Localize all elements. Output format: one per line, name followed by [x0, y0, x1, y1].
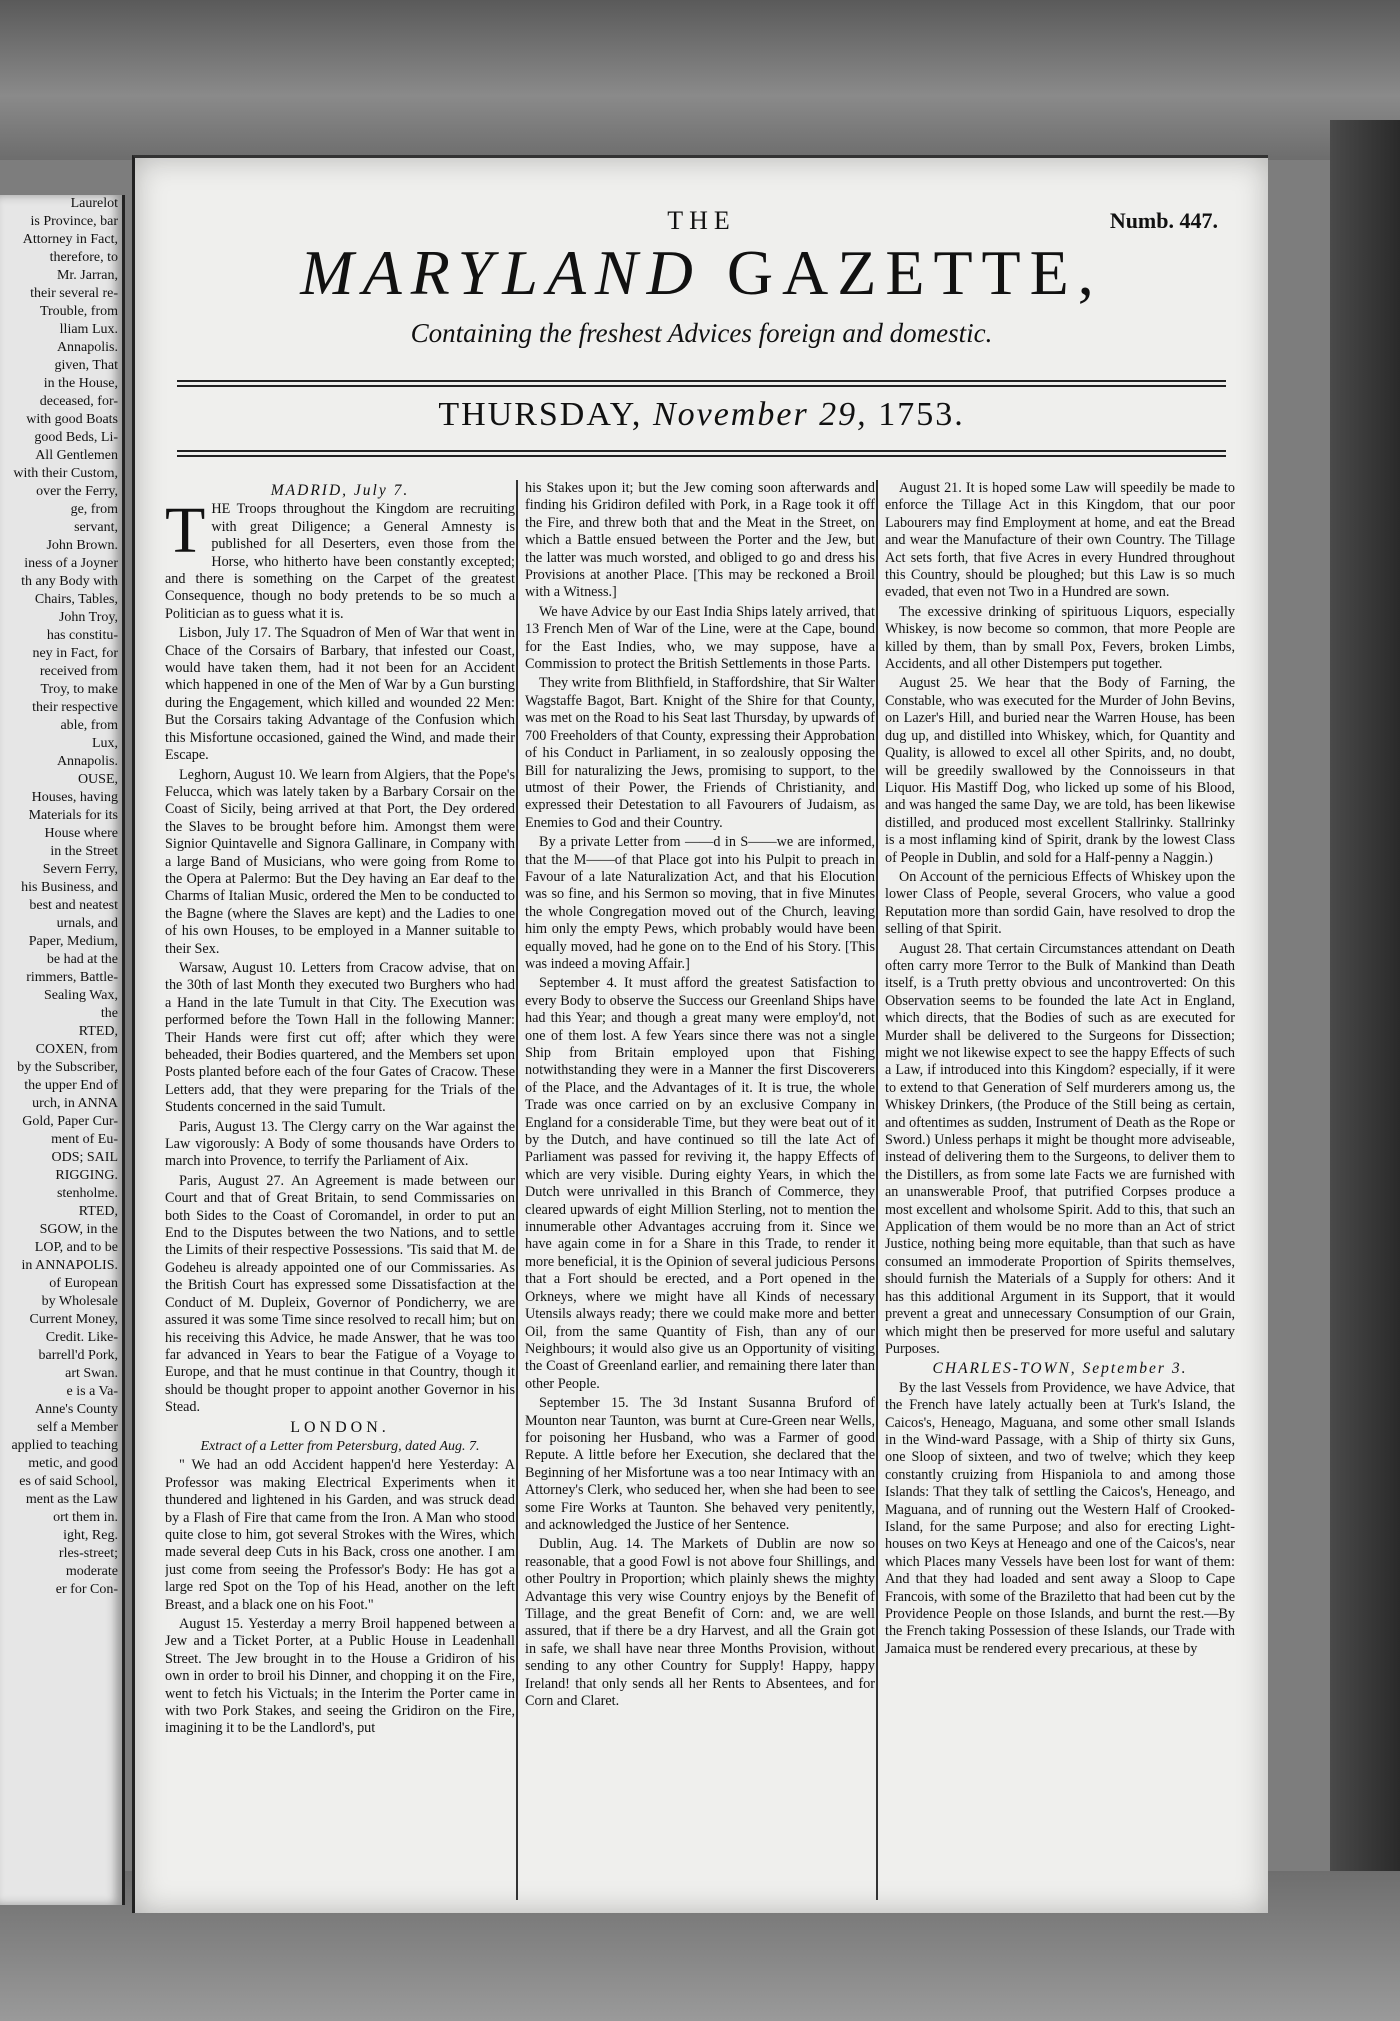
previous-page-line: LOP, and to be — [34, 1240, 118, 1255]
previous-page-line: in ANNAPOLIS. — [21, 1258, 118, 1273]
previous-page-line: moderate — [65, 1564, 118, 1579]
article-spirituous: The excessive drinking of spirituous Liquors, especially Whiskey, is now become so common, that more People are killed by them, than by small Pox, Fevers, broken Limbs, Accidents, and all other Distempers put together. — [885, 603, 1235, 673]
article-providence: By the last Vessels from Providence, we have Advice, that the French have lately actually been at Turk's Island, the Caicos's, Heneago, Maguana, and some other small Islands in the Wind-ward Passage, with a Ship of thirty six Guns, one Sloop of sixteen, and two of twelve; which they keep constantly cruizing from Hispaniola to and among those Islands: That they talk of settling the Caicos's, Heneago, and Maguana, and of running out the Western Half of Crooked-Island, for the same Purpose; and also for erecting Light-houses on two Keys at Heneago and one of the Caicos's, near which Places many Vessels have been lost for want of them: And that they had loaded and sent away a Sloop to Cape Francois, with some of the Braziletto that had been cut by the Providence People on those Islands, and burnt the rest.—By the French taking Possession of these Islands, our Trade with Jamaica must be rendered every precarious, at these by — [885, 1379, 1235, 1657]
previous-page-line: deceased, for- — [39, 394, 118, 409]
previous-page-line: Lux, — [91, 736, 118, 751]
previous-page-line: ight, Reg. — [63, 1528, 118, 1543]
article-broil-cont: his Stakes upon it; but the Jew coming soon afterwards and finding his Gridiron defiled with Pork, in a Rage took it off the Fire, and threw both that and the Meat in the Street, on which a Battle ensued between the Porter and the Jew, but the latter was much worsted, and obliged to go and dress his Provisions at another Place. [This may be reckoned a Broil with a Witness.] — [525, 480, 875, 601]
previous-page-line: RIGGING. — [55, 1168, 118, 1183]
rule-date-bottom — [177, 450, 1226, 452]
previous-page-line: ment of Eu- — [51, 1132, 118, 1147]
article-paris-27: Paris, August 27. An Agreement is made between our Court and that of Great Britain, to send Commissaries on both Sides to the Coast of Coromandel, in order to put an End to the Disputes between the two Nations, and to settle the Limits of their respective Possessions. 'Tis said that M. de Godeheu is already appointed one of our Commissaries. As the British Court has expressed some Dissatisfaction at the Conduct of M. Dupleix, Governor of Pondicherry, we are assured it was some Time since resolved to recall him; but on his receiving this Advice, he made Answer, that he was too far advanced in Years to bear the Fatigue of a Voyage to Europe, and that he must continue in that Country, though it should be thought proper to appoint another Governor in his Stead. — [165, 1172, 515, 1416]
article-death: August 28. That certain Circumstances attendant on Death often carry more Terror to the Bulk of Mankind than Death itself, is a Truth pretty obvious and uncontroverted: On this Observation seems to be founded the late Act in England, which directs, that the Bodies of such as are executed for Murder shall be delivered to the Surgeons for Dissection; might we not likewise expect to see the happy Effects of such a Law, if introduced into this Kingdom? especially, if it were to extend to that Generation of Self murderers among us, the Whiskey Drinkers, (the Produce of the Still being as certain, and oftentimes as sudden, Instrument of Death as the Rope or Sword.) Unless perhaps it might be thought more adviseable, instead of delivering them to the Surgeons, to deliver them to the Distillers, as from some late Facts we are furnished with an unanswerable Proof, that putrified Corpses produce a most excellent and wholsome Spirit. Add to this, that such an Application of them would be no more than an Act of strict Justice, nothing being more equitable, than that such as have consumed an immoderate Proportion of Spirits themselves, should furnish the Materials of a Supply for others: And it has this additional Argument in its Support, that it would prevent a great and unnecessary Consumption of our Grain, which might then be preserved for more useful and salutary Purposes. — [885, 940, 1235, 1357]
previous-page-line: Troy, to make — [40, 682, 118, 697]
previous-page-line: OUSE, — [77, 772, 118, 787]
date-year: 1753. — [878, 396, 965, 433]
previous-page-line: self a Member — [37, 1420, 118, 1435]
previous-page-line: in the House, — [43, 376, 118, 391]
column-2 — [525, 480, 875, 1900]
scan-background-right — [1330, 120, 1400, 2021]
previous-page-line: RTED, — [78, 1024, 118, 1039]
article-farning: August 25. We hear that the Body of Farning, the Constable, who was executed for the Murder of John Bevins, on Lazer's Hill, and buried near the Warren House, has been dug up, and distilled into Whiskey, which, for Quantity and Quality, is allowed to excel all other Spirits, and, no doubt, will be greedily swallowed by the Connoisseurs in that Liquor. His Mastiff Dog, who licked up some of his Blood, and was hanged the same Day, we are told, has been likewise distilled, and produced most excellent Stallrinky. Stallrinky is a most inflaming kind of Spirit, drank by the lowest Class of People in Dublin, and sold for a Half-penny a Naggin.) — [885, 675, 1235, 866]
column-divider-2 — [876, 480, 878, 1900]
headline-madrid: MADRID, July 7. — [270, 482, 410, 499]
previous-page-line: Severn Ferry, — [42, 862, 118, 877]
previous-page-line: RTED, — [78, 1204, 118, 1219]
article-tillage: August 21. It is hoped some Law will speedily be made to enforce the Tillage Act in this Kingdom, that our poor Labourers may find Employment at home, and eat the Bread and wear the Manufacture of their own Country. The Tillage Act sets forth, that five Acres in every Hundred throughout this Country, should be ploughed; but this Law is so much evaded, that even not Two in a Hundred are sown. — [885, 480, 1235, 601]
previous-page-line: All Gentlemen — [35, 448, 118, 463]
article-petersburg: " We had an odd Accident happen'd here Yesterday: A Professor was making Electrical Experiments when it thundered and lightened in his Garden, and was struck dead by a Flash of Fire that came from the Iron. A Man who stood quite close to him, got several Strokes with the Wires, which made several deep Cuts in his Back, cross one another. I am just come from seeing the Professor's Body: He has got a large red Spot on the Top of his Head, another on the left Breast, and a black one on his Foot." — [165, 1457, 515, 1613]
previous-page-line: ment as the Law — [25, 1492, 118, 1507]
previous-page-line: best and neatest — [29, 898, 118, 913]
previous-page-line: John Troy, — [58, 610, 118, 625]
previous-page-line: good Beds, Li- — [34, 430, 118, 445]
column-1 — [165, 480, 515, 1900]
previous-page-line: the — [100, 1006, 118, 1021]
previous-page-line: has constitu- — [46, 628, 118, 643]
previous-page-line: Annapolis. — [56, 340, 118, 355]
previous-page-line: be had at the — [46, 952, 118, 967]
previous-page-line: by the Subscriber, — [17, 1060, 118, 1075]
previous-page-line: Annapolis. — [56, 754, 118, 769]
previous-page-line: e is a Va- — [66, 1384, 118, 1399]
previous-page-line: his Business, and — [21, 880, 118, 895]
column-divider-1 — [516, 480, 518, 1900]
previous-page-line: Houses, having — [31, 790, 118, 805]
previous-page-line: metic, and good — [28, 1456, 118, 1471]
previous-page-line: art Swan. — [65, 1366, 118, 1381]
previous-page-line: with good Boats — [26, 412, 118, 427]
column-3 — [885, 480, 1235, 1900]
previous-page-line: applied to teaching — [11, 1438, 118, 1453]
previous-page-line: COXEN, from — [35, 1042, 118, 1057]
title-maryland: MARYLAND — [300, 237, 702, 308]
article-columns — [155, 480, 1245, 1900]
headline-charles-town: CHARLES-TOWN, September 3. — [932, 1360, 1188, 1378]
newspaper-page — [132, 155, 1268, 1913]
previous-page-line: by Wholesale — [41, 1294, 118, 1309]
article-grocers: On Account of the pernicious Effects of Whiskey upon the lower Class of People, several Grocers, who value a good Reputation more than sordid Gain, have resolved to drop the selling of that Spirit. — [885, 868, 1235, 938]
previous-page-line: SGOW, in the — [39, 1222, 118, 1237]
previous-page-line: of European — [49, 1276, 118, 1291]
article-leghorn: Leghorn, August 10. We learn from Algiers, that the Pope's Felucca, which was lately taken by a Barbary Corsair on the Coast of Sicily, being arrived at that Port, the Dey ordered the Slaves to be brought before him. Amongst them were Signior Quintavelle and Signora Gallinare, in Company with a large Band of Musicians, who were going from Rome to the Opera at Palermo: But the Dey having an Ear deaf to the Charms of Italian Music, ordered the Men to be conducted to the Bagne (where the Slaves are kept) and the Ladies to one of his own Houses, to be employed in a Manner suitable to their Sex. — [165, 766, 515, 957]
article-dublin: Dublin, Aug. 14. The Markets of Dublin are now so reasonable, that a good Fowl is not above four Shillings, and other Poultry in Proportion; which plainly shews the mighty Advantage this very wise Country enjoys by the Benefit of Tillage, and the great Benefit of Corn: and, we are well assured, that if there be a dry Harvest, and all the Grain got in safe, we shall have near three Months Provision, without sending to any other Country for Supply! Happy, happy Ireland! that only sends all her Rents to Absentees, and for Corn and Claret. — [525, 1536, 875, 1710]
date-month-day: November 29, — [652, 396, 868, 433]
previous-page-line: Paper, Medium, — [28, 934, 118, 949]
previous-page-line: urch, in ANNA — [32, 1096, 118, 1111]
article-blithfield: They write from Blithfield, in Staffordshire, that Sir Walter Wagstaffe Bagot, Bart. Knight of the Shire for that County, was met on the Road to his Seat last Thursday, by upwards of 700 Freeholders of that County, expressing their Approbation of his Conduct in Parliament, in so zealously opposing the Bill for naturalizing the Jews, promising to support, to the utmost of their Power, the Friends of Christianity, and expressed their Detestation to all Favourers of Judaism, as Enemies to God and their Country. — [525, 675, 875, 831]
previous-page-line: Anne's County — [34, 1402, 118, 1417]
previous-page-line: ge, from — [70, 502, 118, 517]
article-broil: August 15. Yesterday a merry Broil happened between a Jew and a Ticket Porter, at a Public House in Leadenhall Street. The Jew brought in to the House a Gridiron of his own in order to broil his Dinner, and chopping it on the Fire, went to fetch his Victuals; in the Interim the Porter came in with two Pork Stakes, and seeing the Gridiron on the Fire, imagining it to be the Landlord's, put — [165, 1616, 515, 1737]
previous-page-line: received from — [39, 664, 118, 679]
previous-page-line: Sealing Wax, — [43, 988, 118, 1003]
previous-page-line: Trouble, from — [39, 304, 118, 319]
previous-page-line: their respective — [32, 700, 118, 715]
previous-page-line: servant, — [74, 520, 118, 535]
previous-page-line: ODS; SAIL — [51, 1150, 118, 1165]
previous-page-line: is Province, bar — [30, 214, 118, 229]
article-madrid — [165, 494, 515, 623]
previous-page-line: their several re- — [30, 286, 118, 301]
rule-top-2 — [177, 385, 1226, 387]
previous-page-line: Current Money, — [29, 1312, 118, 1327]
previous-page-line: able, from — [60, 718, 118, 733]
previous-page-line: Attorney in Fact, — [22, 232, 118, 247]
previous-page-line: er for Con- — [55, 1582, 118, 1597]
previous-page-line: Laurelot — [70, 196, 118, 211]
date-day: THURSDAY, — [438, 396, 643, 433]
issue-date — [135, 396, 1268, 434]
previous-page-line: given, That — [54, 358, 118, 373]
previous-page-line: iness of a Joyner — [24, 556, 118, 571]
previous-page-line: ney in Fact, for — [32, 646, 118, 661]
headline-london: LONDON. — [290, 1418, 390, 1436]
previous-page-line: ort them in. — [53, 1510, 118, 1525]
previous-page-fragment — [0, 195, 125, 1905]
scan-background-top — [0, 0, 1400, 160]
rule-date-bottom-2 — [177, 455, 1226, 457]
madrid-text: HE Troops throughout the Kingdom are recruiting with great Diligence; a General Amnesty is published for all Deserters, even those from the Horse, who hitherto have been constantly excepted; and there is something on the Carpet of the greatest Consequence, though no body pretends to be so much a Politician as to guess what it is. — [165, 501, 515, 622]
previous-page-line: rles-street; — [58, 1546, 118, 1561]
masthead-the: THE — [667, 206, 736, 235]
newspaper-subtitle: Containing the freshest Advices foreign and domestic. — [410, 318, 993, 348]
previous-page-line: Chairs, Tables, — [34, 592, 118, 607]
previous-page-line: stenholme. — [56, 1186, 118, 1201]
previous-page-line: th any Body with — [21, 574, 118, 589]
article-paris-13: Paris, August 13. The Clergy carry on the War against the Law vigorously: A Body of some thousands have Orders to march into Provence, to terrify the Parliament of Aix. — [165, 1118, 515, 1170]
masthead — [135, 158, 1268, 388]
previous-page-line: rimmers, Battle- — [26, 970, 118, 985]
article-greenland: September 4. It must afford the greatest Satisfaction to every Body to observe the Success our Greenland Ships have had this Year; and though a great many were employ'd, not one of them lost. A few Years since there was not a single Ship from Britain employed upon that Fishing notwithstanding they were in a Manner the first Discoverers of the Place, and the Advantages of it. It is true, the whole Trade was once carried on by an exclusive Company in England for a considerable Time, but they were beat out of it by the Dutch, and have continued so till the late Act of Parliament was passed for reviving it, the happy Effects of which are very visible. During eighty Years, in which the Dutch were unrivalled in this Branch of Commerce, they cleared upwards of eight Million Sterling, not to mention the innumerable other Advantages accruing from it. Since we have again come in for a Share in this Trade, to render it more beneficial, it is the Opinion of several judicious Persons that a Fort should be erected, and a Port opened in the Orkneys, where we might have all Kinds of necessary Utensils always ready; there we could make more and better Oil, from the same Quantity of Fish, than any of our Neighbours; it would also give us an Opportunity of visiting the Coast of Greenland earlier, and remaining there later than other People. — [525, 975, 875, 1392]
previous-page-line: House where — [44, 826, 118, 841]
previous-page-line: Gold, Paper Cur- — [22, 1114, 118, 1129]
article-east-india: We have Advice by our East India Ships lately arrived, that 13 French Men of War of the Line, were at the Cape, bound for the East Indies, who, we may suppose, have a Commission to protect the British Settlements in those Parts. — [525, 603, 875, 673]
rule-top — [177, 380, 1226, 382]
previous-page-line: over the Ferry, — [36, 484, 118, 499]
previous-page-line: Materials for its — [28, 808, 118, 823]
issue-number: Numb. 447. — [1109, 208, 1218, 233]
previous-page-line: John Brown. — [46, 538, 118, 553]
article-lisbon: Lisbon, July 17. The Squadron of Men of War that went in Chace of the Corsairs of Barbary, that infested our Coast, would have taken them, had it not been for an Accident which happened in one of the Men of War by a Gun bursting during the Engagement, which killed and wounded 22 Men: But the Corsairs taking Advantage of the Confusion which this Misfortune occasioned, gained the Wind, and made their Escape. — [165, 625, 515, 764]
previous-page-line: barrell'd Pork, — [38, 1348, 118, 1363]
previous-page-line: urnals, and — [56, 916, 118, 931]
previous-page-line: es of said School, — [19, 1474, 118, 1489]
previous-page-line: therefore, to — [49, 250, 118, 265]
previous-page-line: Mr. Jarran, — [56, 268, 118, 283]
article-warsaw: Warsaw, August 10. Letters from Cracow advise, that on the 30th of last Month they executed two Burghers who had a Hand in the late Tumult in that City. The Execution was performed before the Town Hall in the following Manner: Their Hands were first cut off; after which they were beheaded, their Bodies quartered, and the Members set upon Posts planted before each of the four Gates of Cracow. These Letters add, that they were preparing for the Trials of the Students concerned in the said Tumult. — [165, 959, 515, 1116]
article-private-letter: By a private Letter from ——d in S——we are informed, that the M——of that Place got into his Pulpit to preach in Favour of a late Naturalization Act, and that his Elocution was so fine, and his Sermon so moving, that in five Minutes the whole Congregation moved out of the Church, leaving him only the empty Pews, which probably would have been equally moved, had he gone on to the End of his Story. [This was indeed a moving Affair.] — [525, 834, 875, 972]
title-gazette: GAZETTE, — [726, 237, 1103, 308]
previous-page-line: in the Street — [50, 844, 118, 859]
newspaper-title — [135, 236, 1268, 310]
previous-page-line: with their Custom, — [13, 466, 118, 481]
previous-page-line: the upper End of — [24, 1078, 118, 1093]
previous-page-line: lliam Lux. — [59, 322, 118, 337]
headline-extract: Extract of a Letter from Petersburg, dated Aug. 7. — [200, 1438, 480, 1454]
article-bruford: September 15. The 3d Instant Susanna Bruford of Mounton near Taunton, was burnt at Cure-Green near Wells, for poisoning her Husband, who was a Farmer of good Repute. A little before her Execution, she declared that the Beginning of her Misfortune was a too near Intimacy with an Attorney's Clerk, who seduced her, when she had been to see some Fire Works at Taunton. She behaved very penitently, and acknowledged the Justice of her Sentence. — [525, 1395, 875, 1533]
drop-cap: T — [165, 494, 206, 568]
previous-page-line: Credit. Like- — [45, 1330, 118, 1345]
